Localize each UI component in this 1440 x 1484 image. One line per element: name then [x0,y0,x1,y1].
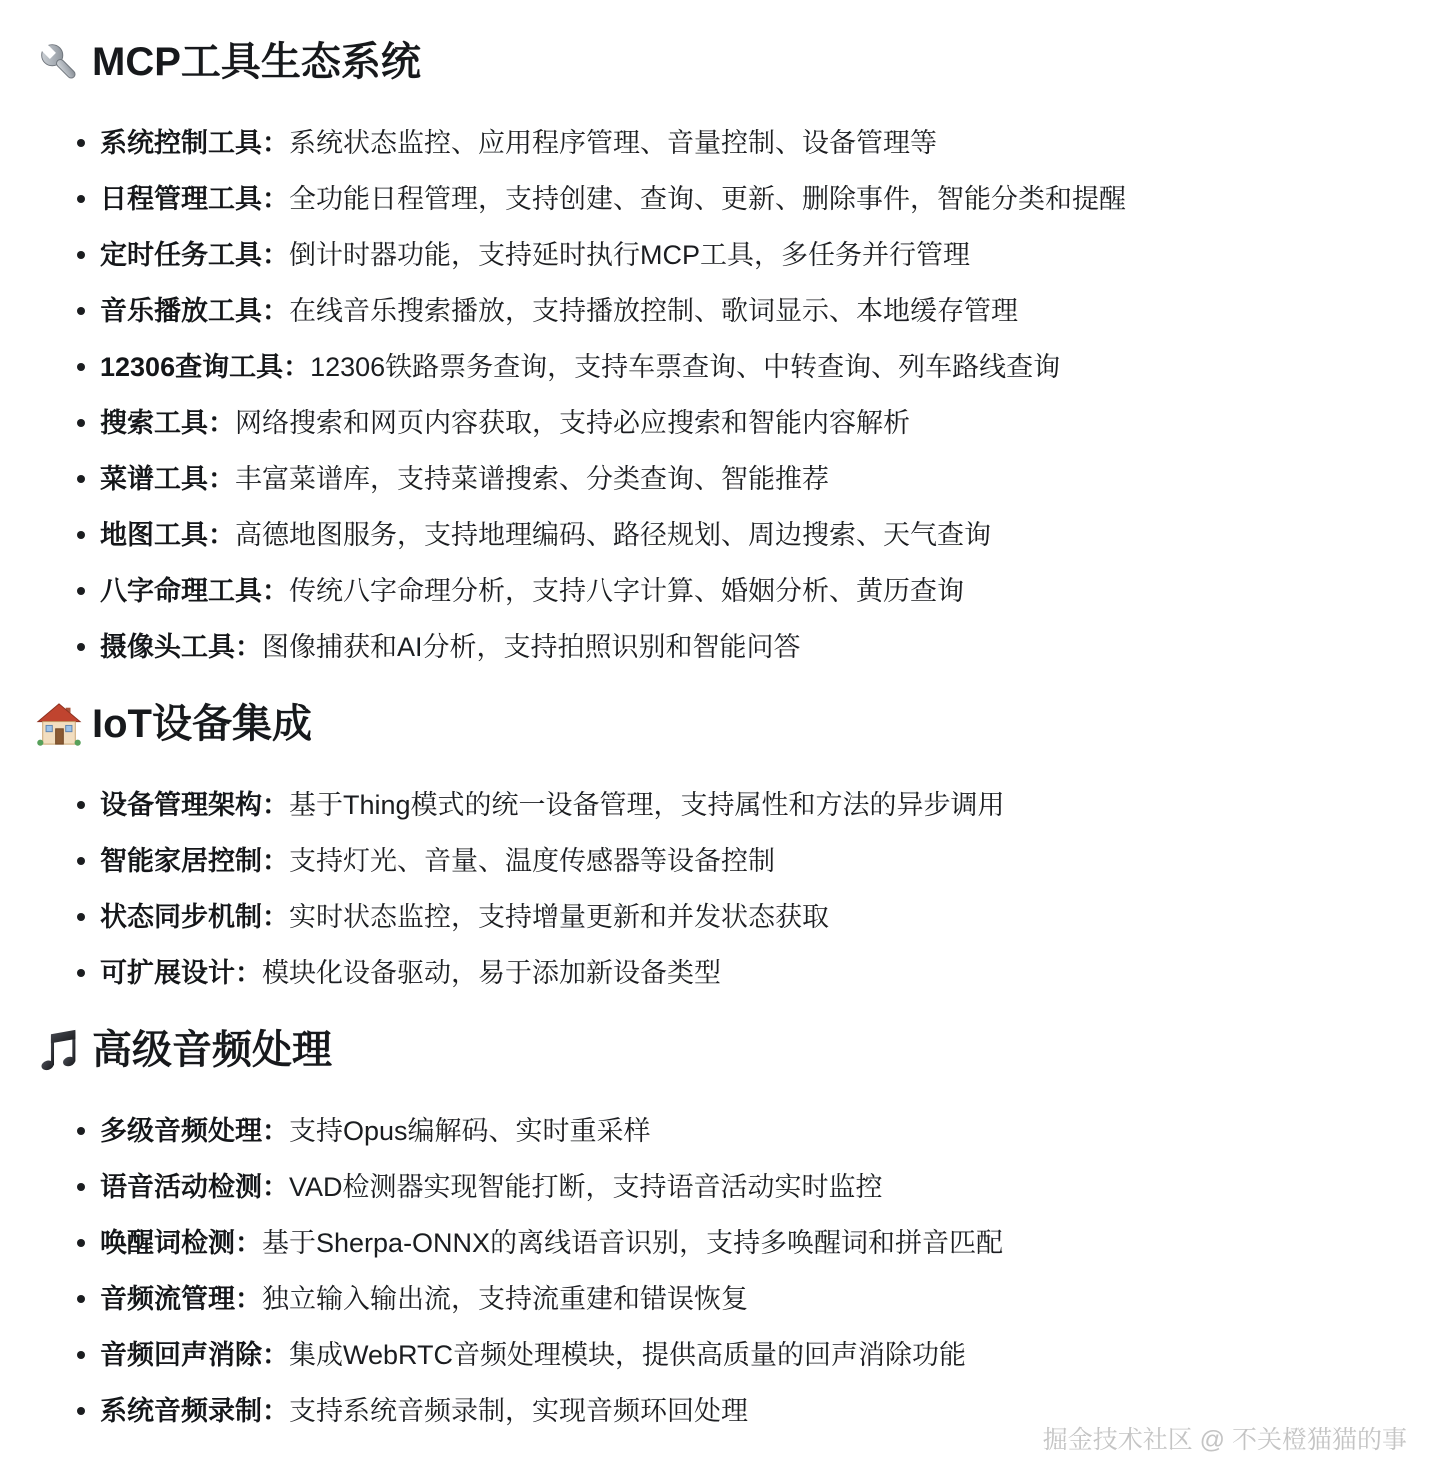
item-label: 八字命理工具： [100,576,289,606]
item-label: 可扩展设计： [100,958,262,988]
list-item [77,844,1404,878]
item-desc: 高德地图服务，支持地理编码、路径规划、周边搜索、天气查询 [235,520,991,550]
bullet-list [36,126,1404,664]
item-desc: 支持系统音频录制，实现音频环回处理 [289,1396,748,1426]
item-desc: 全功能日程管理，支持创建、查询、更新、删除事件，智能分类和提醒 [289,184,1126,214]
list-item [77,238,1404,272]
item-label: 智能家居控制： [100,846,289,876]
section-advanced-audio [36,1026,1404,1428]
item-desc: 图像捕获和AI分析，支持拍照识别和智能问答 [262,632,801,662]
item-desc: 系统状态监控、应用程序管理、音量控制、设备管理等 [289,128,937,158]
item-desc: 独立输入输出流，支持流重建和错误恢复 [262,1284,748,1314]
item-desc: 倒计时器功能，支持延时执行MCP工具，多任务并行管理 [289,240,970,270]
item-desc: 网络搜索和网页内容获取，支持必应搜索和智能内容解析 [235,408,910,438]
item-label: 日程管理工具： [100,184,289,214]
list-item [77,900,1404,934]
list-item [77,182,1404,216]
list-item [77,350,1404,384]
item-desc: 基于Sherpa-ONNX的离线语音识别，支持多唤醒词和拼音匹配 [262,1228,1004,1258]
item-label: 菜谱工具： [100,464,235,494]
item-label: 音频回声消除： [100,1340,289,1370]
section-title-text: MCP工具生态系统 [92,40,421,84]
musical-notes-icon [36,1027,82,1073]
item-label: 音乐播放工具： [100,296,289,326]
list-item [77,956,1404,990]
list-item [77,1226,1404,1260]
item-label: 设备管理架构： [100,790,289,820]
item-desc: VAD检测器实现智能打断，支持语音活动实时监控 [289,1172,883,1202]
item-desc: 在线音乐搜索播放，支持播放控制、歌词显示、本地缓存管理 [289,296,1018,326]
bullet-list [36,788,1404,990]
item-desc: 传统八字命理分析，支持八字计算、婚姻分析、黄历查询 [289,576,964,606]
item-desc: 基于Thing模式的统一设备管理，支持属性和方法的异步调用 [289,790,1005,820]
list-item [77,1282,1404,1316]
list-item [77,630,1404,664]
list-item [77,294,1404,328]
item-label: 地图工具： [100,520,235,550]
item-label: 语音活动检测： [100,1172,289,1202]
wrench-icon [36,39,82,85]
section-heading [36,1026,1404,1074]
section-title-text: IoT设备集成 [92,702,312,746]
item-desc: 支持灯光、音量、温度传感器等设备控制 [289,846,775,876]
item-label: 系统音频录制： [100,1396,289,1426]
item-desc: 支持Opus编解码、实时重采样 [289,1116,651,1146]
house-icon [36,701,82,747]
list-item [77,1338,1404,1372]
bullet-list [36,1114,1404,1428]
list-item [77,126,1404,160]
list-item [77,462,1404,496]
item-label: 系统控制工具： [100,128,289,158]
section-iot-integration [36,700,1404,990]
item-label: 定时任务工具： [100,240,289,270]
item-desc: 集成WebRTC音频处理模块，提供高质量的回声消除功能 [289,1340,967,1370]
section-heading [36,38,1404,86]
list-item [77,518,1404,552]
item-label: 音频流管理： [100,1284,262,1314]
list-item [77,788,1404,822]
item-label: 搜索工具： [100,408,235,438]
list-item [77,1114,1404,1148]
item-desc: 丰富菜谱库，支持菜谱搜索、分类查询、智能推荐 [235,464,829,494]
section-heading [36,700,1404,748]
list-item [77,406,1404,440]
item-desc: 模块化设备驱动，易于添加新设备类型 [262,958,721,988]
item-desc: 实时状态监控，支持增量更新和并发状态获取 [289,902,829,932]
section-title-text: 高级音频处理 [92,1028,332,1072]
item-label: 12306查询工具： [100,352,311,382]
section-mcp-tools [36,38,1404,664]
list-item [77,574,1404,608]
item-label: 状态同步机制： [100,902,289,932]
item-label: 摄像头工具： [100,632,262,662]
list-item [77,1170,1404,1204]
item-label: 唤醒词检测： [100,1228,262,1258]
watermark: 掘金技术社区 @ 不关橙猫猫的事 [1042,1426,1407,1454]
item-label: 多级音频处理： [100,1116,289,1146]
item-desc: 12306铁路票务查询，支持车票查询、中转查询、列车路线查询 [310,352,1061,382]
